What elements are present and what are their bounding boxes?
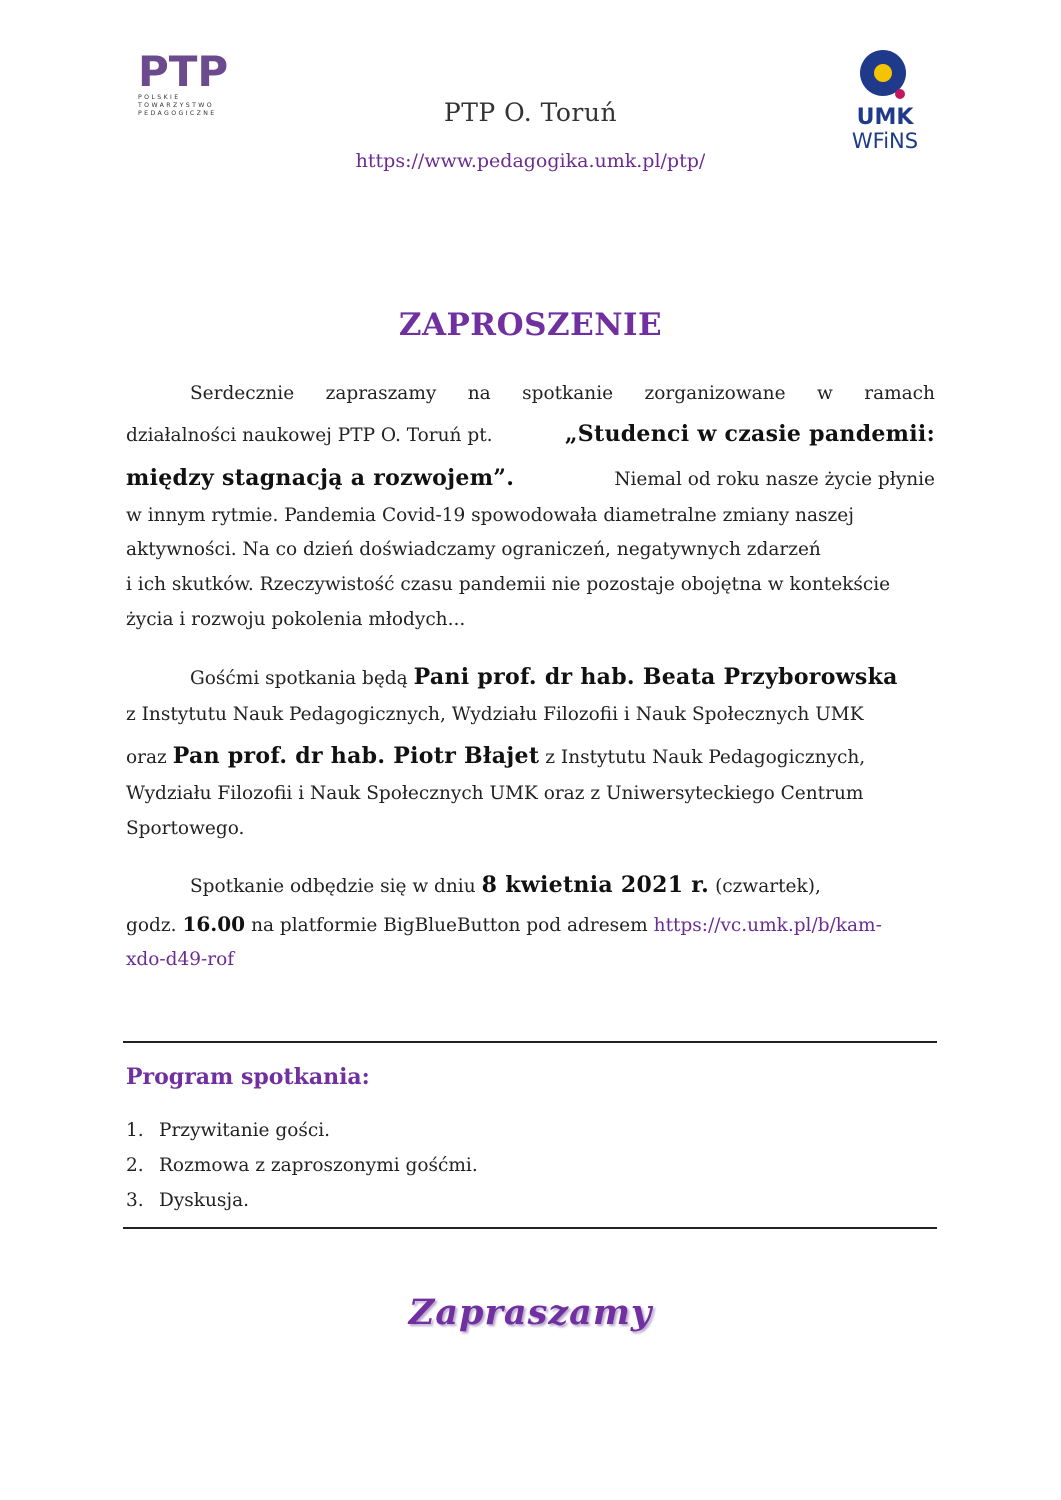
intro-word: zapraszamy bbox=[325, 383, 437, 404]
guests-text: z Instytutu Nauk Pedagogicznych, Wydziału Filozofii i Nauk Społecznych UMK bbox=[126, 704, 864, 725]
intro-line-5 bbox=[126, 539, 935, 574]
intro-line-6 bbox=[126, 574, 935, 609]
meeting-date: 8 kwietnia 2021 r. bbox=[481, 872, 710, 898]
divider-bottom bbox=[123, 1227, 937, 1229]
intro-line-2 bbox=[126, 421, 935, 465]
program-item-text: Dyskusja. bbox=[159, 1190, 250, 1211]
intro-word: Serdecznie bbox=[190, 383, 295, 404]
meeting-text: godz. bbox=[126, 915, 177, 936]
ptp-logo-subtitle: POLSKIE TOWARZYSTWO PEDAGOGICZNE bbox=[138, 94, 217, 117]
umk-emblem-icon bbox=[857, 44, 913, 100]
program-item bbox=[126, 1190, 478, 1225]
ptp-logo-mark bbox=[138, 52, 230, 92]
program-item-number: 1. bbox=[126, 1120, 144, 1141]
header-url-link[interactable]: https://www.pedagogika.umk.pl/ptp/ bbox=[355, 150, 706, 172]
meeting-line-1 bbox=[126, 872, 935, 912]
intro-line-4 bbox=[126, 505, 935, 539]
program-list bbox=[126, 1120, 478, 1225]
meeting-weekday: (czwartek), bbox=[715, 876, 821, 897]
intro-word: ramach bbox=[864, 383, 935, 404]
closing-text: Zapraszamy bbox=[408, 1292, 653, 1333]
seminar-topic-part2: między stagnacją a rozwojem”. bbox=[126, 465, 515, 491]
program-item bbox=[126, 1120, 478, 1155]
guests-lead: Gośćmi spotkania będą bbox=[190, 668, 408, 689]
program-item bbox=[126, 1155, 478, 1190]
header-title: PTP O. Toruń bbox=[443, 98, 618, 127]
seminar-topic-part1: „Studenci w czasie pandemii: bbox=[564, 421, 935, 447]
guests-text: z Instytutu Nauk Pedagogicznych, bbox=[545, 747, 866, 768]
guest-2-name: Pan prof. dr hab. Piotr Błajet bbox=[172, 743, 540, 769]
guest-1-name: Pani prof. dr hab. Beata Przyborowska bbox=[413, 664, 898, 690]
divider-top bbox=[123, 1041, 937, 1043]
program-item-text: Przywitanie gości. bbox=[159, 1120, 330, 1141]
guests-text: Wydziału Filozofii i Nauk Społecznych UMK oraz z Uniwersyteckiego Centrum bbox=[126, 783, 864, 804]
program-title: Program spotkania: bbox=[126, 1064, 370, 1090]
intro-word: w bbox=[816, 383, 833, 404]
guests-line-5 bbox=[126, 818, 935, 853]
program-item-number: 3. bbox=[126, 1190, 144, 1211]
meeting-line-2 bbox=[126, 912, 935, 949]
guests-text: oraz bbox=[126, 747, 167, 768]
guests-paragraph bbox=[126, 664, 935, 853]
meeting-link[interactable]: https://vc.umk.pl/b/kam- bbox=[653, 915, 882, 936]
guests-line-3 bbox=[126, 743, 935, 783]
meeting-text: na platformie BigBlueButton pod adresem bbox=[251, 915, 648, 936]
intro-line-7 bbox=[126, 609, 935, 644]
umk-logo-text: UMK bbox=[856, 105, 914, 130]
svg-text:PTP: PTP bbox=[138, 52, 229, 92]
meeting-line-3 bbox=[126, 949, 935, 984]
program-item-text: Rozmowa z zaproszonymi gośćmi. bbox=[159, 1155, 478, 1176]
intro-word: na bbox=[467, 383, 491, 404]
document-title: ZAPROSZENIE bbox=[398, 307, 663, 343]
intro-line-1 bbox=[126, 383, 935, 421]
intro-line-3 bbox=[126, 465, 935, 505]
meeting-time: 16.00 bbox=[182, 912, 246, 936]
intro-text: i ich skutków. Rzeczywistość czasu pandemii nie pozostaje obojętna w kontekście bbox=[126, 574, 891, 595]
meeting-paragraph bbox=[126, 872, 935, 984]
intro-text: Niemal od roku nasze życie płynie bbox=[614, 469, 935, 490]
guests-line-2 bbox=[126, 704, 935, 743]
intro-text: w innym rytmie. Pandemia Covid-19 spowodowała diametralne zmiany naszej bbox=[126, 505, 854, 526]
intro-word: zorganizowane bbox=[644, 383, 786, 404]
wfins-logo-text: WFiNS bbox=[851, 129, 919, 153]
intro-text: działalności naukowej PTP O. Toruń pt. bbox=[126, 425, 493, 446]
meeting-link-continued[interactable]: xdo-d49-rof bbox=[126, 949, 235, 970]
intro-text: aktywności. Na co dzień doświadczamy ograniczeń, negatywnych zdarzeń bbox=[126, 539, 821, 560]
meeting-lead: Spotkanie odbędzie się w dniu bbox=[190, 876, 476, 897]
guests-line-1 bbox=[126, 664, 935, 704]
program-item-number: 2. bbox=[126, 1155, 144, 1176]
intro-paragraph bbox=[126, 383, 935, 644]
guests-text: Sportowego. bbox=[126, 818, 245, 839]
intro-text: życia i rozwoju pokolenia młodych... bbox=[126, 609, 466, 630]
intro-word: spotkanie bbox=[522, 383, 614, 404]
guests-line-4 bbox=[126, 783, 935, 818]
